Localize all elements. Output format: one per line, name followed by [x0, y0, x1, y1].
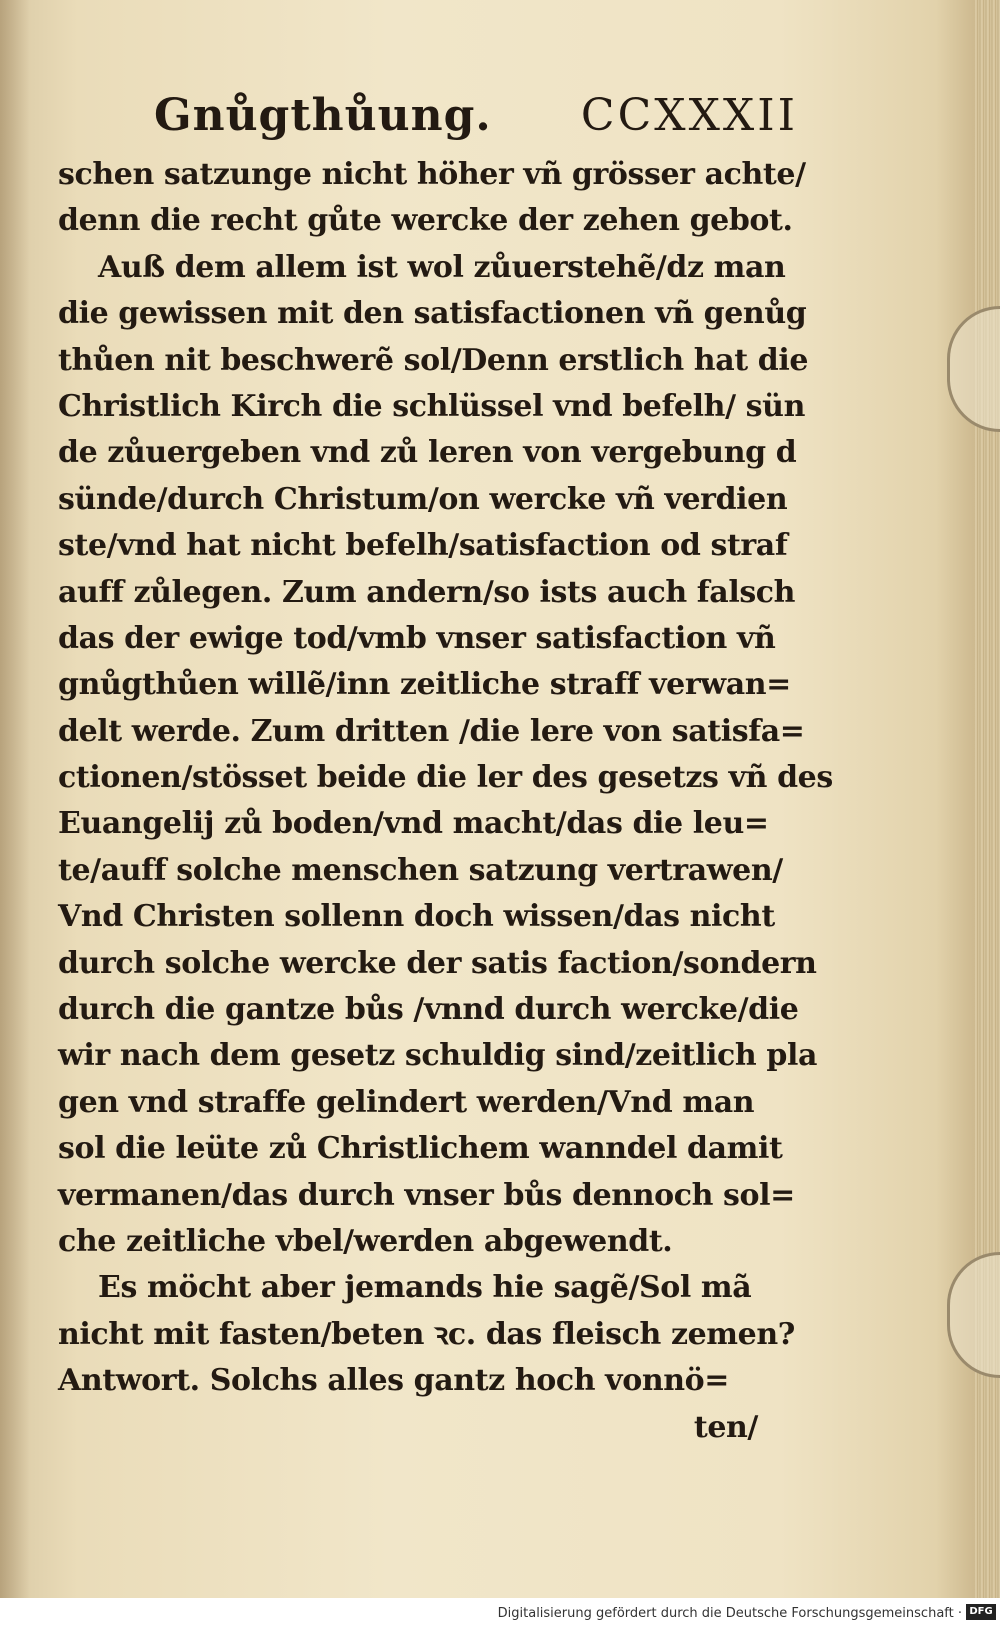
text-line: auff zůlegen. Zum andern/so ists auch falsch: [58, 574, 796, 610]
text-line: Christlich Kirch die schlüssel vnd befelh/ sün: [58, 388, 805, 424]
running-title: Gnůgthůung.: [154, 90, 492, 141]
text-line: das der ewige tod/vmb vnser satisfaction vñ: [58, 620, 776, 656]
folio-number: CCXXXII: [580, 90, 798, 141]
text-line: denn die recht gůte wercke der zehen gebot.: [58, 203, 793, 239]
dfg-logo: DFG: [966, 1604, 996, 1620]
text-line: gnůgthůen willẽ/inn zeitliche straff verwan=: [58, 667, 791, 703]
text-line: wir nach dem gesetz schuldig sind/zeitlich pla: [58, 1038, 817, 1074]
text-line: durch solche wercke der satis faction/sondern: [58, 945, 817, 981]
text-line: Euangelij zů boden/vnd macht/das die leu=: [58, 806, 769, 842]
text-line: Vnd Christen sollenn doch wissen/das nicht: [58, 899, 775, 935]
text-line: delt werde. Zum dritten /die lere von satisfa=: [58, 713, 805, 749]
text-line: Auß dem allem ist wol zůuerstehẽ/dz man: [98, 249, 786, 285]
text-line: che zeitliche vbel/werden abgewendt.: [58, 1223, 673, 1259]
text-line: gen vnd straffe gelindert werden/Vnd man: [58, 1084, 755, 1120]
footer-bar: [0, 1598, 1000, 1628]
text-line: ste/vnd hat nicht befelh/satisfaction od straf: [58, 528, 788, 564]
text-line: de zůuergeben vnd zů leren von vergebung d: [58, 435, 797, 471]
text-line: Antwort. Solchs alles gantz hoch vonnö=: [58, 1363, 729, 1399]
text-line: nicht mit fasten/beten ꝛc. das fleisch zemen?: [58, 1316, 795, 1352]
text-line: Es möcht aber jemands hie sagẽ/Sol mã: [98, 1270, 752, 1306]
page-header: [154, 90, 798, 152]
text-line: vermanen/das durch vnser bůs dennoch sol=: [58, 1177, 795, 1213]
text-line: schen satzunge nicht höher vñ grösser achte/: [58, 157, 806, 192]
text-block: [58, 90, 833, 1451]
text-line: durch die gantze bůs /vnnd durch wercke/die: [58, 992, 799, 1028]
text-line: ctionen/stösset beide die ler des gesetzs vñ des: [58, 760, 833, 796]
catchword: ten/: [693, 1409, 758, 1445]
text-line: sünde/durch Christum/on wercke vñ verdien: [58, 481, 788, 517]
text-line: thůen nit beschwerẽ sol/Denn erstlich hat die: [58, 342, 809, 378]
gutter-shadow: [0, 0, 30, 1598]
text-line: te/auff solche menschen satzung vertrawen/: [58, 852, 783, 888]
funding-credit: Digitalisierung gefördert durch die Deutsche Forschungsgemeinschaft ·: [497, 1606, 962, 1621]
text-line: sol die leüte zů Christlichem wanndel damit: [58, 1131, 783, 1167]
text-line: die gewissen mit den satisfactionen vñ genůg: [58, 296, 807, 332]
